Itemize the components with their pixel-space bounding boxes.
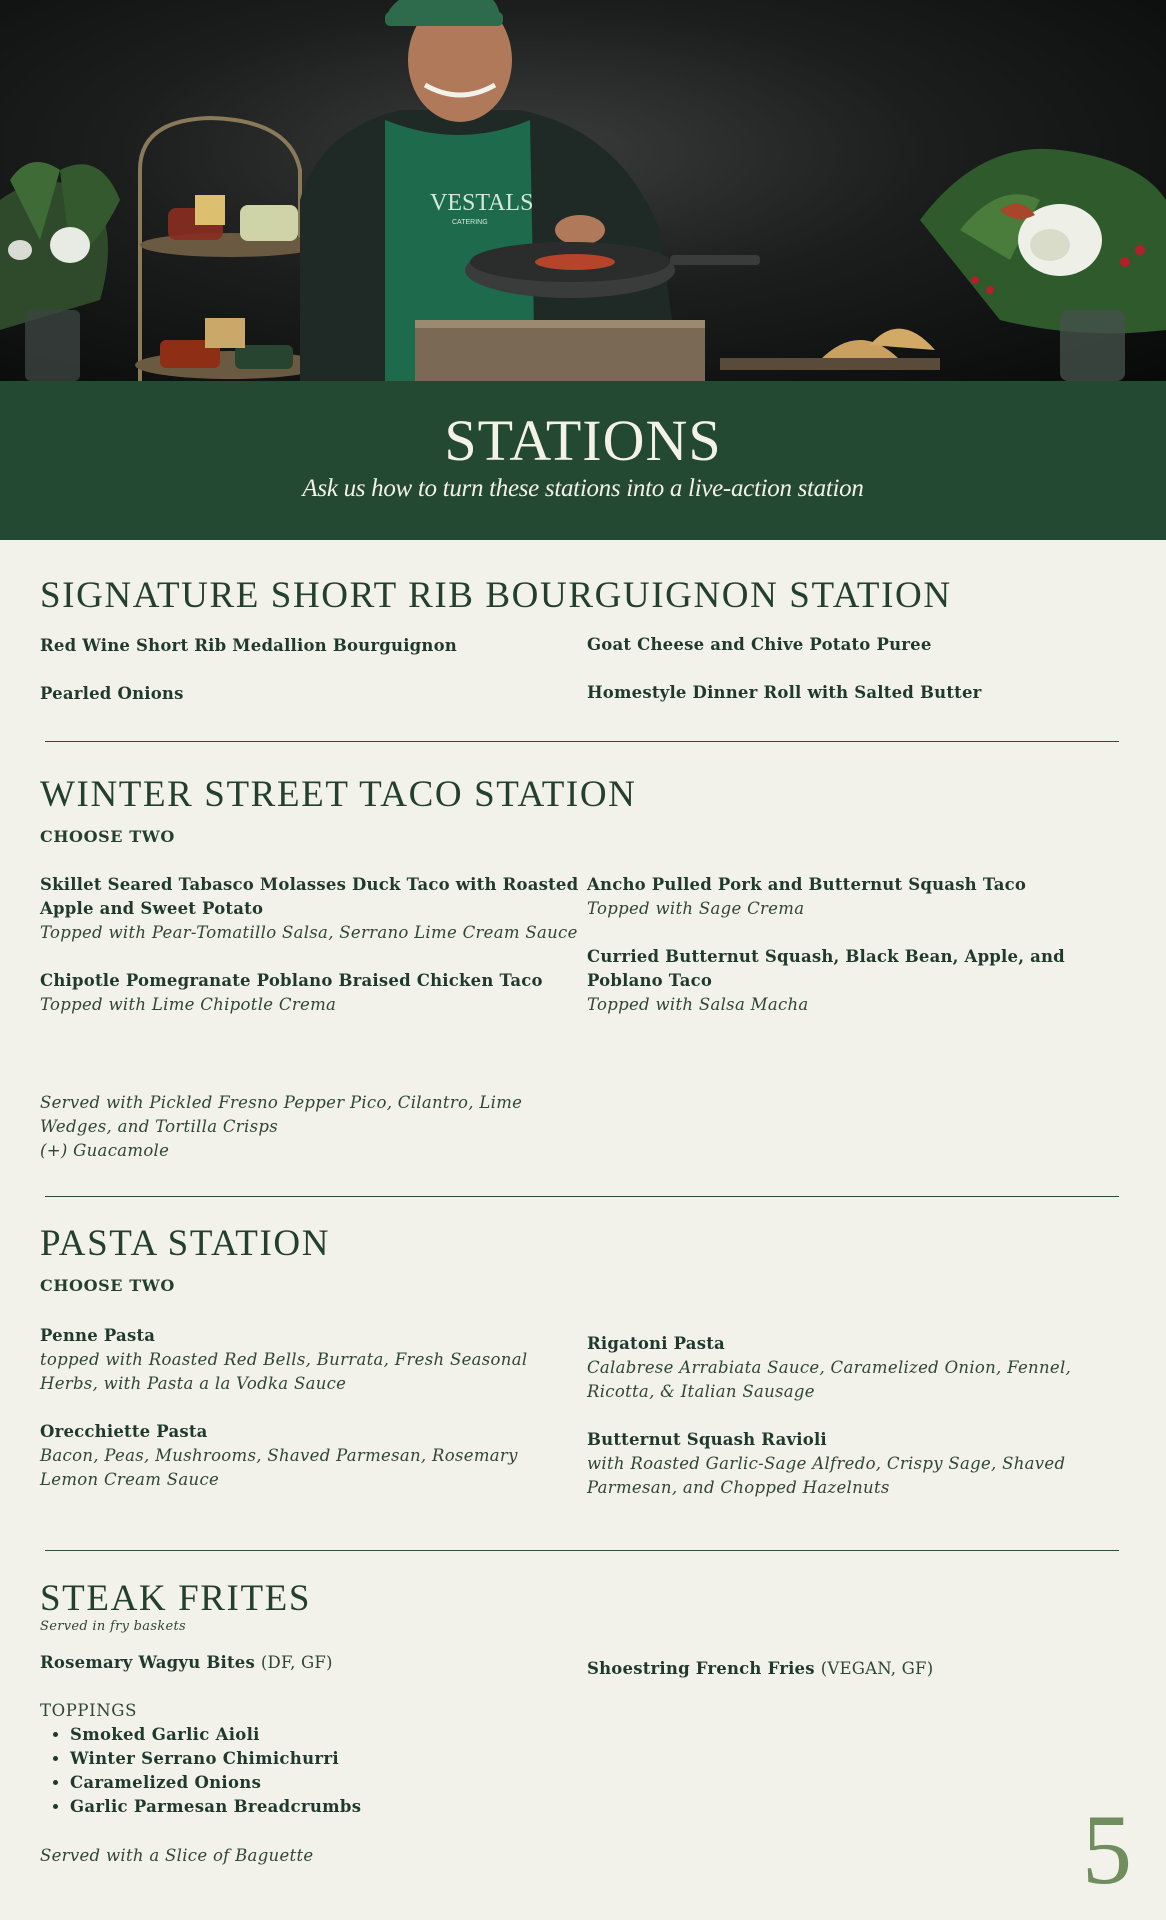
short-rib-item: Goat Cheese and Chive Potato Puree — [587, 635, 932, 654]
taco-addon-text: (+) Guacamole — [40, 1141, 170, 1160]
steak-left-column — [40, 1651, 580, 1868]
section-divider — [45, 741, 1119, 742]
short-rib-title: SIGNATURE SHORT RIB BOURGUIGNON STATION — [40, 575, 952, 616]
topping-item: • Garlic Parmesan Breadcrumbs — [70, 1795, 580, 1819]
toppings-list — [40, 1723, 580, 1819]
pasta-choose-label: CHOOSE TWO — [40, 1276, 175, 1295]
taco-item-name: Curried Butternut Squash, Black Bean, Apple, and Poblano Taco — [587, 947, 1065, 990]
pasta-item-desc: with Roasted Garlic-Sage Alfredo, Crispy Sage, Shaved Parmesan, and Chopped Hazelnuts — [587, 1454, 1066, 1497]
tiered-stand — [135, 118, 325, 381]
pasta-section — [40, 1223, 1126, 1497]
short-rib-item: Pearled Onions — [40, 684, 184, 703]
pasta-item-name: Rigatoni Pasta — [587, 1334, 725, 1353]
taco-left-column — [40, 873, 580, 1017]
left-flowers — [0, 162, 120, 381]
wagyu-diet-tag: (DF, GF) — [260, 1653, 333, 1672]
steak-frites-section — [40, 1578, 1126, 1865]
taco-item-name: Chipotle Pomegranate Poblano Braised Chicken Taco — [40, 971, 543, 990]
steak-frites-subtitle: Served in fry baskets — [40, 1619, 186, 1634]
pasta-item-desc: topped with Roasted Red Bells, Burrata, Fresh Seasonal Herbs, with Pasta a la Vodka Sauce — [40, 1350, 528, 1393]
fries-item — [587, 1657, 1127, 1681]
hero-illustration — [0, 0, 1166, 381]
pasta-left-column — [40, 1324, 580, 1492]
short-rib-item: Homestyle Dinner Roll with Salted Butter — [587, 683, 982, 702]
taco-item-name: Ancho Pulled Pork and Butternut Squash Taco — [587, 875, 1027, 894]
steak-right-column — [587, 1657, 1127, 1681]
section-divider — [45, 1196, 1119, 1197]
pasta-item-name: Orecchiette Pasta — [40, 1422, 208, 1441]
taco-served-with-text: Served with Pickled Fresno Pepper Pico, Cilantro, Lime Wedges, and Tortilla Crisps — [40, 1093, 523, 1136]
right-flowers — [920, 149, 1166, 381]
apron-logo-sub: CATERING — [452, 219, 488, 226]
toppings-label: TOPPINGS — [40, 1701, 137, 1720]
pasta-item-desc: Calabrese Arrabiata Sauce, Caramelized Onion, Fennel, Ricotta, & Italian Sausage — [587, 1358, 1072, 1401]
apron-logo: VESTALS — [430, 190, 534, 216]
steak-frites-title: STEAK FRITES — [40, 1578, 312, 1619]
pasta-title: PASTA STATION — [40, 1223, 331, 1264]
taco-served-with — [40, 1091, 580, 1163]
taco-right-column — [587, 873, 1127, 1017]
steak-served-with: Served with a Slice of Baguette — [40, 1846, 314, 1865]
pasta-item-desc: Bacon, Peas, Mushrooms, Shaved Parmesan, Rosemary Lemon Cream Sauce — [40, 1446, 518, 1489]
taco-section — [40, 774, 1126, 1160]
hero-photo — [0, 0, 1166, 381]
stations-banner — [0, 381, 1166, 540]
taco-title: WINTER STREET TACO STATION — [40, 774, 637, 815]
topping-item: • Winter Serrano Chimichurri — [70, 1747, 580, 1771]
fries-diet-tag: (VEGAN, GF) — [820, 1659, 934, 1678]
skillet — [465, 242, 760, 298]
page-title: STATIONS — [444, 408, 722, 473]
page-subtitle: Ask us how to turn these stations into a live-action station — [302, 475, 864, 502]
taco-item-desc: Topped with Pear-Tomatillo Salsa, Serrano Lime Cream Sauce — [40, 923, 578, 942]
chafing-warmer — [415, 320, 705, 381]
page-number: 5 — [1082, 1794, 1132, 1905]
pasta-item-name: Penne Pasta — [40, 1326, 156, 1345]
taco-choose-label: CHOOSE TWO — [40, 827, 175, 846]
wagyu-item — [40, 1651, 580, 1675]
pasta-right-column — [587, 1332, 1127, 1500]
short-rib-section — [40, 575, 1126, 703]
fries-name: Shoestring French Fries — [587, 1659, 815, 1678]
taco-item-name: Skillet Seared Tabasco Molasses Duck Taco with Roasted Apple and Sweet Potato — [40, 875, 579, 918]
short-rib-item: Red Wine Short Rib Medallion Bourguignon — [40, 636, 457, 655]
taco-item-desc: Topped with Lime Chipotle Crema — [40, 995, 337, 1014]
topping-item: • Smoked Garlic Aioli — [70, 1723, 580, 1747]
taco-item-desc: Topped with Salsa Macha — [587, 995, 809, 1014]
topping-item: • Caramelized Onions — [70, 1771, 580, 1795]
section-divider — [45, 1550, 1119, 1551]
pasta-item-name: Butternut Squash Ravioli — [587, 1430, 827, 1449]
short-rib-right-column — [587, 633, 1127, 705]
taco-item-desc: Topped with Sage Crema — [587, 899, 805, 918]
short-rib-left-column — [40, 634, 580, 706]
wagyu-name: Rosemary Wagyu Bites — [40, 1653, 255, 1672]
taco-holder — [720, 329, 940, 370]
